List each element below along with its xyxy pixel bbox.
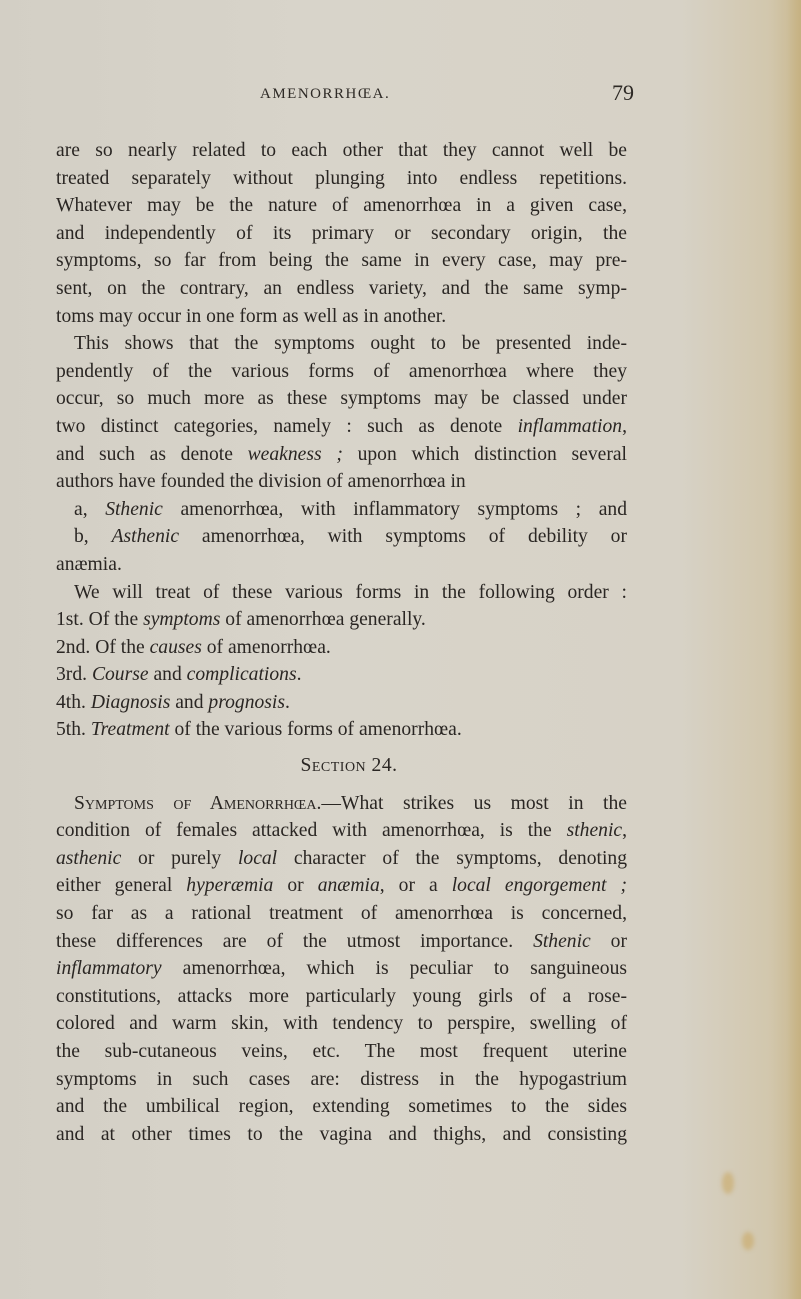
italic-term: asthenic xyxy=(56,847,122,869)
text-line xyxy=(56,955,627,983)
text-line: toms may occur in one form as well as in another. xyxy=(56,305,447,327)
text-run: amenorrhœa, which is peculiar to sanguineous xyxy=(161,958,627,980)
item-number: 3rd. xyxy=(56,664,88,686)
text-run: of the various forms of amenorrhœa. xyxy=(169,719,462,741)
text-run: , xyxy=(622,415,627,437)
italic-term: Sthenic xyxy=(105,498,163,520)
order-item xyxy=(56,661,627,689)
text-line: treated separately without plunging into endless repetitions. xyxy=(56,167,627,189)
text-run: upon which distinction several xyxy=(342,443,627,465)
page-edge-shadow xyxy=(787,0,801,1299)
body-text xyxy=(56,137,627,1148)
paragraph-continuation xyxy=(56,137,627,330)
text-line: authors have founded the division of amenorrhœa in xyxy=(56,471,466,493)
order-item xyxy=(56,634,627,662)
italic-term: Diagnosis xyxy=(90,691,171,713)
list-marker: b, xyxy=(74,526,112,548)
text-line: sent, on the contrary, an endless variety, and the same symp- xyxy=(56,277,627,299)
italic-term: inflammatory xyxy=(56,958,162,980)
text-line: are so nearly related to each other that they cannot well be xyxy=(56,140,627,161)
text-run: condition of females attacked with amenorrhœa, is the xyxy=(56,820,567,842)
running-head: AMENORRHŒA. xyxy=(260,86,391,102)
italic-term: Treatment xyxy=(90,719,170,741)
page-number: 79 xyxy=(612,80,634,105)
text-line: and at other times to the vagina and thighs, and consisting xyxy=(56,1123,627,1145)
text-line: so far as a rational treatment of amenorrhœa is concerned, xyxy=(56,903,627,925)
italic-term: weakness ; xyxy=(247,443,343,465)
text-run: or xyxy=(590,930,627,952)
text-line xyxy=(56,928,627,956)
italic-term: Sthenic xyxy=(533,930,591,952)
text-run: two distinct categories, namely : such as denote xyxy=(56,415,518,437)
item-number: 5th. xyxy=(56,719,86,741)
text-line: symptoms in such cases are: distress in the hypogastrium xyxy=(56,1068,627,1090)
italic-term: complications xyxy=(186,664,297,686)
italic-term: Asthenic xyxy=(111,526,180,548)
foxing-stain xyxy=(742,1232,754,1250)
text-line: Whatever may be the nature of amenorrhœa in a given case, xyxy=(56,195,627,217)
text-run: of amenorrhœa. xyxy=(201,636,331,658)
text-run: Of the xyxy=(90,636,150,658)
paragraph-symptoms xyxy=(56,790,627,1149)
italic-term: local engorgement ; xyxy=(451,875,627,897)
italic-term: prognosis xyxy=(208,691,285,713)
text-line: anæmia. xyxy=(56,553,122,575)
item-number: 1st. xyxy=(56,609,84,631)
foxing-stain xyxy=(722,1172,734,1194)
text-line: colored and warm skin, with tendency to perspire, swelling of xyxy=(56,1013,627,1035)
text-line xyxy=(56,845,627,873)
italic-term: anæmia xyxy=(317,875,380,897)
text-line xyxy=(56,441,627,469)
text-run: amenorrhœa, with inflammatory symptoms ; and xyxy=(162,498,627,520)
text-run: Of the xyxy=(83,609,144,631)
text-line: and the umbilical region, extending sometimes to the sides xyxy=(56,1096,627,1118)
text-run: , xyxy=(622,820,627,842)
list-item-b xyxy=(56,523,627,551)
small-caps-lead-in: Symptoms of Amenorrhœa. xyxy=(74,792,322,814)
text-run: . xyxy=(285,691,290,713)
order-list xyxy=(56,579,627,745)
text-run: or xyxy=(273,875,318,897)
text-line: and independently of its primary or secondary origin, the xyxy=(56,222,627,244)
item-number: 4th. xyxy=(56,691,86,713)
text-run: amenorrhœa, with symptoms of debility or xyxy=(179,526,628,548)
text-line: pendently of the various forms of amenorrhœa where they xyxy=(56,360,627,382)
italic-term: symptoms xyxy=(143,609,221,631)
text-line xyxy=(56,790,627,818)
text-run: and such as denote xyxy=(56,443,248,465)
order-intro: We will treat of these various forms in the following order : xyxy=(74,581,627,603)
text-line: occur, so much more as these symptoms may be classed under xyxy=(56,388,627,410)
section-heading: Section 24. xyxy=(300,755,398,777)
text-run: and xyxy=(148,664,187,686)
italic-term: local xyxy=(237,847,278,869)
italic-term: causes xyxy=(149,636,202,658)
text-run: or purely xyxy=(121,847,238,869)
text-run: , or a xyxy=(379,875,452,897)
list-marker: a, xyxy=(74,498,106,520)
order-item xyxy=(56,716,627,744)
text-run: these differences are of the utmost importance. xyxy=(56,930,534,952)
order-item xyxy=(56,606,627,634)
text-run: . xyxy=(296,664,302,686)
text-run: —What strikes us most in the xyxy=(321,792,627,814)
text-run: either general xyxy=(56,875,187,897)
order-item xyxy=(56,689,627,717)
text-run: character of the symptoms, denoting xyxy=(277,847,627,869)
item-number: 2nd. xyxy=(56,636,91,658)
italic-term: Course xyxy=(91,664,149,686)
text-line: symptoms, so far from being the same in every case, may pre- xyxy=(56,250,627,272)
text-line xyxy=(56,413,627,441)
text-line: constitutions, attacks more particularly young girls of a rose- xyxy=(56,985,627,1007)
list-item-a xyxy=(56,496,627,524)
italic-term: sthenic xyxy=(566,820,623,842)
text-line xyxy=(56,872,627,900)
text-run: of amenorrhœa generally. xyxy=(220,609,426,631)
italic-term: inflammation xyxy=(517,415,623,437)
paragraph-classification xyxy=(56,330,627,578)
text-line: the sub-cutaneous veins, etc. The most frequent uterine xyxy=(56,1041,627,1062)
text-run: and xyxy=(170,691,209,713)
text-line xyxy=(56,817,627,845)
text-line: This shows that the symptoms ought to be presented inde- xyxy=(74,333,627,355)
italic-term: hyperæmia xyxy=(186,875,274,897)
